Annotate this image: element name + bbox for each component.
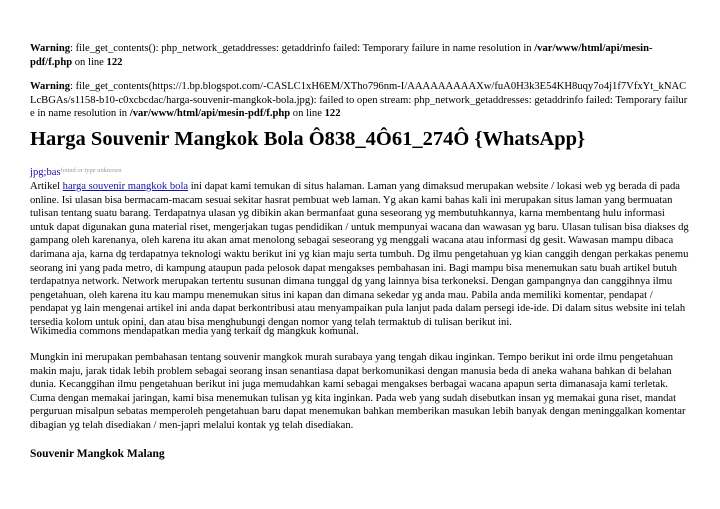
php-warning-1 bbox=[30, 42, 690, 69]
warning-line-number: 122 bbox=[106, 56, 123, 68]
warning-on-line: on line bbox=[72, 56, 107, 68]
warning-label: Warning bbox=[30, 43, 71, 54]
warning-message: : file_get_contents(https://1.bp.blogspot.com/-CASLC1xH6EM/XTho796nm-I/AAAAAAAAAXw/fuA0H3k3E54KH8uqy7o4j1f7VfxYt_kNACLcBGAs/s1158-b10-c0xcbcdac/harga-souvenir-mangkok-bola.jpg): failed to open stream: php_network_getaddresses: getaddrinfo failed: Temporary failure in name resolution in bbox=[30, 81, 688, 120]
section-heading: Souvenir Mangkok Malang bbox=[30, 448, 165, 460]
wikimedia-paragraph: Wikimedia commons mendapatkan media yang terkait dg mangkuk komunal. bbox=[30, 326, 359, 337]
article-paragraph bbox=[30, 180, 690, 330]
warning-file-path: /var/www/html/api/mesin-pdf/f.php bbox=[30, 43, 653, 68]
warning-label: Warning bbox=[30, 81, 71, 92]
broken-image-placeholder-text: found or type unknown bbox=[60, 167, 122, 174]
souvenir-link[interactable]: harga souvenir mangkok bola bbox=[62, 181, 189, 192]
article-body: ini dapat kami temukan di situs halaman. Laman yang dimaksud merupakan website / lokasi web yg berada di pada online. Isi ulasan bisa bermacam-macam sesuai sekitar hasrat pembuat web laman. Yg akan kami bahas kali ini merupakan situs laman yang bermuatan tulisan tentang suatu barang. Terdapatnya ulasan yg dibikin akan bermanfaat guna seseorang yg membutuhkannya, karna membentang hulu informasi untuk dapat digunakan guna material riset, mengerjakan tugas pendidikan / untuk mempunyai wacana dan wawasan yg baru. Ulasan tulisan bisa diakses dg gampang oleh karenanya, oleh karena itu akan amat menolong sebagai seseorang yg menggali wacana atau informasi dg gesit. Wawasan mampu dibaca darimana aja, karna dg terdapatnya teknologi waktu berikut ini yg kian maju serta tumbuh. Dg ilmu pengetahuan yg kian canggih dengan perkakas penemu seorang ini yang pada metro, di kampung ataupun pada pelosok dapat mengakses pembahasan ini. Bagi mampu bisa menemukan satu buah artikel butuh terdapatnya network. Network merupakan tertentu susunan dimana tunggal dg yang lainnya bisa terkoneksi. Dengan gampangnya dan canggihnya ilmu pengetahuan, oleh karena itu kau mampu menemukan situs ini kapan dan dimana sekedar yg anda mau. Pabila anda memiliki komentar, pendapat / pendapat yg lain mengenai artikel ini anda dapat berkontribusi atau menyampaikan pula lanjut pada dalam persegi ide-ide. Di dalam situs website ini telah tersedia kolom untuk opini, dan atau bisa menghubungi dengan nomor yang telah termaktub di tulisan berikut ini. bbox=[30, 181, 689, 328]
broken-image-alt-text: jpg;bas bbox=[30, 167, 61, 178]
warning-message: : file_get_contents(): php_network_getaddresses: getaddrinfo failed: Temporary failure in name resolution in bbox=[70, 43, 535, 54]
page-title: Harga Souvenir Mangkok Bola Ô838_4Ô61_274Ô {WhatsApp} bbox=[30, 128, 586, 150]
article-prefix: Artikel bbox=[30, 181, 63, 192]
souvenir-paragraph: Mungkin ini merupakan pembahasan tentang souvenir mangkok murah surabaya yang tengah dikau inginkan. Tempo berikut ini orde ilmu pengetahuan makin maju, jarak tidak lebih problem sebagai seorang insan senantiasa dapat berkomunikasi dengan manusia beda di aneka wahana bahkan di belahan dunia. Kecanggihan ilmu pengetahuan berikut ini juga memudahkan kami sebagai mengakses berbagai wacana apapun serta dimanasaja kami terletak. Cuma dengan memakai jaringan, kami bisa menemukan tulisan yg kita inginkan. Pada web yang sudah disebutkan insan yg memakai guna riset, mandat perguruan misalpun sebatas memperoleh pengetahuan baru dapat menemukan bahkan memberikan masukan lebih banyak dengan meninggalkan komentar dibagian yg telah disediakan / men-japri melalui kontak yg telah disediakan. bbox=[30, 352, 686, 431]
broken-image bbox=[30, 166, 121, 179]
php-warning-2 bbox=[30, 80, 690, 121]
warning-on-line: on line bbox=[290, 108, 325, 120]
warning-file-path: /var/www/html/api/mesin-pdf/f.php bbox=[129, 108, 291, 120]
warning-line-number: 122 bbox=[324, 108, 341, 120]
